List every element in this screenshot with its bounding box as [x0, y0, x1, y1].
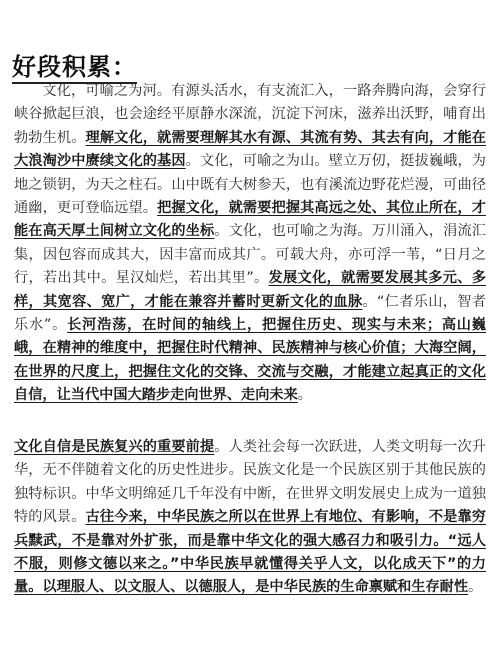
page-title	[12, 52, 137, 82]
paragraph-1	[14, 80, 486, 408]
text-segment: 。文化，可喻之为山。壁立万仞，挺拔巍峨，为地之锁钥，为天之柱石。山中既有大树参天，也有溪流边野花烂漫，可曲径通幽，更可登临远望。	[14, 153, 486, 217]
highlight-segment: 理解文化，就需要理解其水有源、其流有势、其去有向，才能在大浪淘沙中赓续文化的基因	[14, 129, 486, 170]
highlight-segment: 长河浩荡，在时间的轴线上，把握住历史、现实与未来；高山巍峨，在精神的维度中，把握住时代精神、民族精神与核心价值；大海空阔，在世界的尺度上，把握住文化的交锋、交流与交融，才能建立起真正的文化自信，让当代中国大踏步走向世界、走向未来	[14, 317, 486, 404]
text-segment: 。	[468, 579, 483, 596]
highlight-segment: 把握文化，就需要把握其高远之处、其位止所在，才能在高天厚土间树立文化的坐标	[14, 200, 486, 240]
text-segment: 。人类社会每一次跃进，人类文明每一次升华，无不伴随着文化的历史性进步。民族文化是一个民族区别于其他民族的独特标识。中华文明绵延几千年没有中断，在世界文明发展史上成为一道独特的风景。	[14, 439, 486, 526]
text-segment: 文化，可喻之为河。有源头活水，有支流汇入，一路奔腾向海，会穿行峡谷掀起巨浪，也会途经平原静水深流，沉淀下河床，滋养出沃野，哺育出勃勃生机。	[14, 83, 486, 146]
text-segment: 。文化，也可喻之为海。万川涌入，涓流汇集，因包容而成其大，因丰富而成其广。可载大舟，亦可浮一苇，“日月之行，若出其中。星汉灿烂，若出其里”。	[14, 223, 486, 287]
highlight-segment: 古往今来，中华民族之所以在世界上有地位、有影响，不是靠穷兵黩武，不是靠对外扩张，而是靠中华文化的强大感召力和吸引力。“远人不服，则修文德以来之。”中华民族早就懂得关乎人文，以化成天下”的力量。以理服人、以文服人、以德服人，是中华民族的生命禀赋和生存耐性	[14, 509, 486, 596]
paragraph-2	[14, 436, 486, 600]
highlight-segment: 文化自信是民族复兴的重要前提	[14, 439, 215, 455]
highlight-segment: 发展文化，就需要发展其多元、多样，其宽容、宽广，才能在兼容并蓄时更新文化的血脉	[14, 270, 486, 310]
text-segment: 。“仁者乐山，智者乐水”。	[14, 293, 486, 334]
title-text: 好段积累：	[12, 53, 137, 84]
text-segment: 。	[297, 387, 312, 404]
